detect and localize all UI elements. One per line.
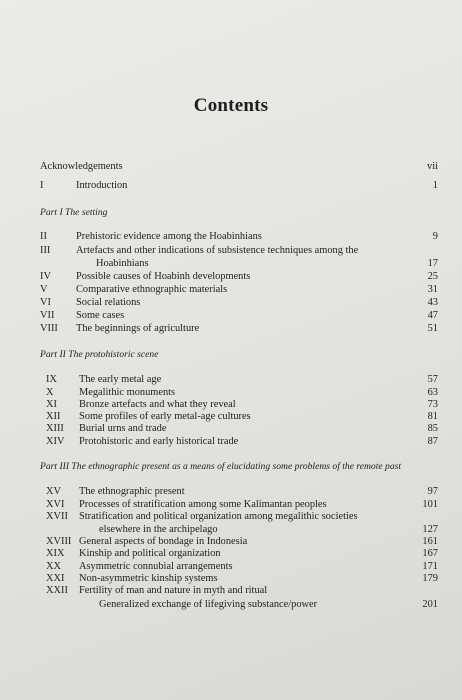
entry-title: Non-asymmetric kinship systems [79, 573, 218, 584]
entry-title-continued: elsewhere in the archipelago [99, 524, 218, 535]
entry-number: XIV [46, 436, 65, 447]
entry-number: XI [46, 399, 57, 410]
entry-number: XXII [46, 585, 68, 596]
entry-number: XX [46, 561, 62, 572]
entry-page: 101 [422, 499, 438, 510]
entry-page: 9 [432, 231, 438, 242]
entry-number: IX [46, 374, 57, 385]
entry-title: Possible causes of Hoabinh developments [76, 271, 251, 282]
entry-title: Introduction [76, 180, 128, 191]
entry-page: 127 [422, 524, 438, 535]
entry-page: 97 [427, 486, 438, 497]
page-title: Contents [193, 95, 269, 116]
entry-number: XII [46, 411, 61, 422]
entry-title: Acknowledgements [40, 161, 123, 172]
entry-title: Prehistoric evidence among the Hoabinhians [76, 231, 262, 242]
entry-number: VII [40, 310, 55, 321]
entry-number: X [46, 387, 54, 398]
entry-number: II [40, 231, 47, 242]
entry-number: XVII [46, 511, 68, 522]
entry-page: 63 [427, 387, 438, 398]
entry-page: 57 [427, 374, 438, 385]
entry-number: I [40, 180, 44, 191]
entry-number: XIII [46, 423, 64, 434]
entry-title: Processes of stratification among some Kalimantan peoples [79, 499, 327, 510]
entry-title: Kinship and political organization [79, 548, 221, 559]
entry-title: Burial urns and trade [79, 423, 167, 434]
entry-title: Comparative ethnographic materials [76, 284, 228, 295]
entry-title: The beginnings of agriculture [76, 323, 200, 334]
entry-title-continued: Hoabinhians [96, 258, 149, 269]
entry-title: Some profiles of early metal-age cultures [79, 411, 251, 422]
entry-title: The ethnographic present [79, 486, 185, 497]
entry-page: 85 [427, 423, 438, 434]
part-heading: Part III The ethnographic present as a means of elucidating some problems of the remote past [40, 461, 402, 472]
entry-page: 51 [427, 323, 438, 334]
entry-number: XIX [46, 548, 65, 559]
entry-number: XV [46, 486, 62, 497]
entry-number: VIII [40, 323, 58, 334]
entry-number: V [40, 284, 48, 295]
entry-page: 179 [422, 573, 438, 584]
entry-page: 1 [432, 180, 438, 191]
part-heading: Part I The setting [40, 207, 108, 218]
entry-page: 201 [422, 599, 438, 610]
entry-title: Protohistoric and early historical trade [79, 436, 239, 447]
entry-title: Social relations [76, 297, 141, 308]
entry-title: General aspects of bondage in Indonesia [79, 536, 248, 547]
entry-title: Fertility of man and nature in myth and ritual [79, 585, 268, 596]
entry-page: vii [427, 161, 438, 172]
entry-title-continued: Generalized exchange of lifegiving substance/power [99, 599, 318, 610]
entry-title: Asymmetric connubial arrangements [79, 561, 233, 572]
entry-page: 161 [422, 536, 438, 547]
entry-title: Artefacts and other indications of subsistence techniques among the [76, 245, 359, 256]
entry-number: XXI [46, 573, 65, 584]
entry-title: Some cases [76, 310, 125, 321]
entry-number: XVI [46, 499, 65, 510]
entry-number: IV [40, 271, 51, 282]
entry-number: III [40, 245, 51, 256]
entry-page: 171 [422, 561, 438, 572]
entry-page: 17 [427, 258, 438, 269]
entry-title: Stratification and political organization among megalithic societies [79, 511, 358, 522]
entry-title: Bronze artefacts and what they reveal [79, 399, 236, 410]
entry-page: 167 [422, 548, 438, 559]
entry-page: 43 [427, 297, 438, 308]
entry-title: Megalithic monuments [79, 387, 176, 398]
entry-page: 87 [427, 436, 438, 447]
entry-page: 31 [427, 284, 438, 295]
entry-title: The early metal age [79, 374, 162, 385]
entry-number: XVIII [46, 536, 72, 547]
entry-page: 81 [427, 411, 438, 422]
entry-page: 73 [427, 399, 438, 410]
entry-page: 47 [427, 310, 438, 321]
part-heading: Part II The protohistoric scene [40, 349, 159, 360]
entry-number: VI [40, 297, 51, 308]
entry-page: 25 [427, 271, 438, 282]
